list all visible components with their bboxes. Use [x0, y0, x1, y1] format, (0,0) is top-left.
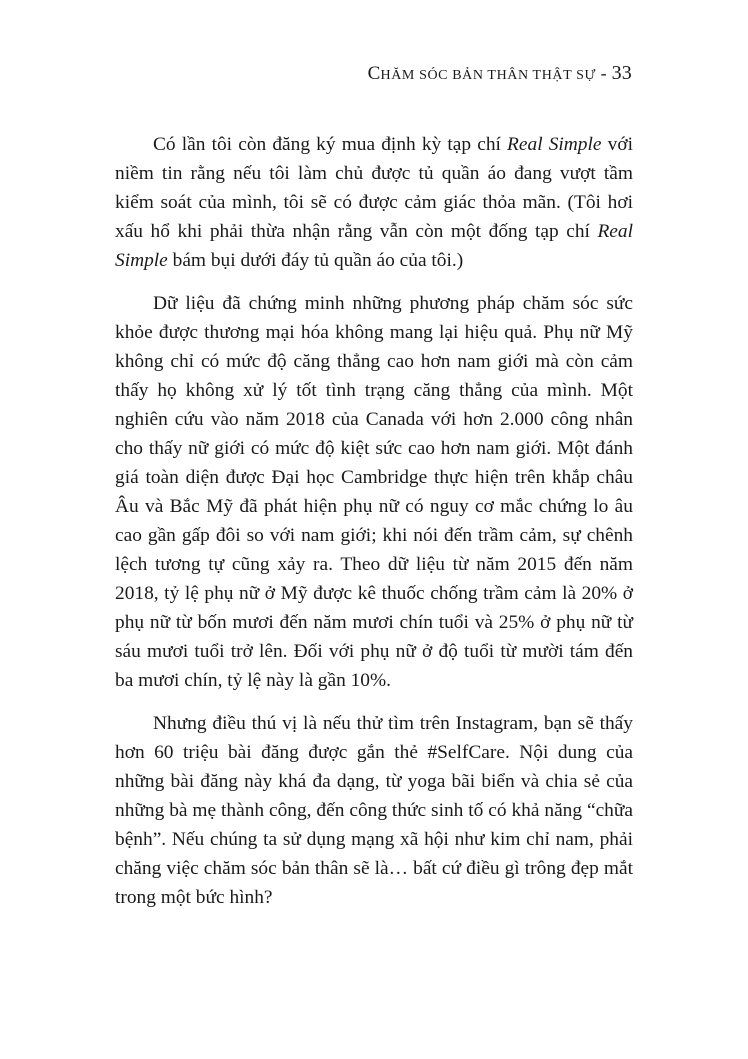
paragraph-2: Dữ liệu đã chứng minh những phương pháp chăm sóc sức khỏe được thương mại hóa không mang lại hiệu quả. Phụ nữ Mỹ không chỉ có mức độ căng thẳng cao hơn nam giới mà còn cảm thấy họ không xử lý tốt tình trạng căng thẳng của mình. Một nghiên cứu vào năm 2018 của Canada với hơn 2.000 công nhân cho thấy nữ giới có mức độ kiệt sức cao hơn nam giới. Một đánh giá toàn diện được Đại học Cambridge thực hiện trên khắp châu Âu và Bắc Mỹ đã phát hiện phụ nữ có nguy cơ mắc chứng lo âu cao gần gấp đôi so với nam giới; khi nói đến trầm cảm, sự chênh lệch tương tự cũng xảy ra. Theo dữ liệu từ năm 2015 đến năm 2018, tỷ lệ phụ nữ ở Mỹ được kê thuốc chống trầm cảm là 20% ở phụ nữ từ bốn mươi đến năm mươi chín tuổi và 25% ở phụ nữ từ sáu mươi tuổi trở lên. Đối với phụ nữ ở độ tuổi từ mười tám đến ba mươi chín, tỷ lệ này là gần 10%. [115, 293, 633, 691]
paragraph-1-text-c: bám bụi dưới đáy tủ quần áo của tôi.) [167, 250, 464, 271]
paragraph-1-text-b: với niềm tin rằng nếu tôi làm chủ được tủ quần áo đang vượt tầm kiểm soát của mình, tôi sẽ có được cảm giác thỏa mãn. (Tôi hơi xấu hổ khi phải thừa nhận rằng vẫn còn một đống tạp chí [115, 134, 633, 242]
running-header [368, 62, 632, 85]
header-title: HĂM SÓC BẢN THÂN THẬT SỰ [380, 68, 596, 83]
magazine-title: Real Simple [507, 134, 602, 155]
header-separator: - [595, 63, 612, 83]
page-number: 33 [611, 62, 632, 84]
paragraph-1 [115, 130, 633, 275]
paragraph-1-text-a: Có lần tôi còn đăng ký mua định kỳ tạp chí [153, 134, 508, 155]
magazine-title: Real Simple [115, 221, 633, 271]
body-text [115, 130, 633, 926]
paragraph-3: Nhưng điều thú vị là nếu thử tìm trên Instagram, bạn sẽ thấy hơn 60 triệu bài đăng được gắn thẻ #SelfCare. Nội dung của những bài đăng này khá đa dạng, từ yoga bãi biển và chia sẻ của những bà mẹ thành công, đến công thức sinh tố có khả năng “chữa bệnh”. Nếu chúng ta sử dụng mạng xã hội như kim chỉ nam, phải chăng việc chăm sóc bản thân sẽ là… bất cứ điều gì trông đẹp mắt trong một bức hình? [115, 713, 633, 908]
header-title-initial: C [367, 63, 381, 84]
